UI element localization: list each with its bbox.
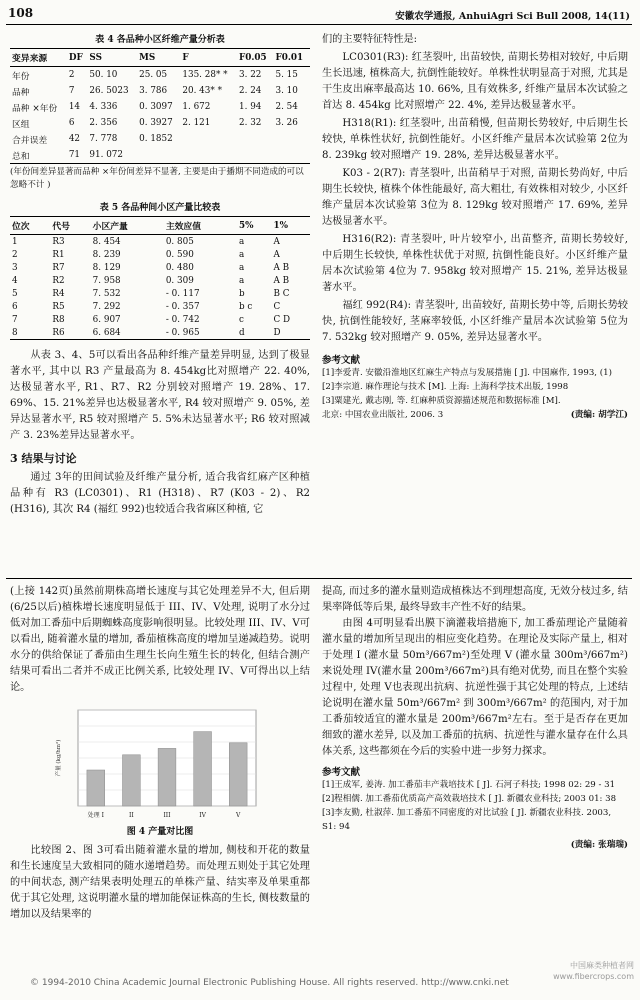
table4-cell: 2. 54 — [275, 102, 298, 112]
table4-cell: 5. 15 — [275, 70, 298, 80]
table4-row — [10, 99, 310, 115]
table5-header-cell: 位次 — [10, 217, 50, 235]
ref-top-1: [1]李爱青. 安徽沿淮地区红麻生产特点与发展措施 [ J]. 中国麻作, 1993, (1) — [322, 368, 612, 378]
table5-header-cell: 代号 — [50, 217, 90, 235]
table5-cell: 6. 684 — [91, 326, 164, 340]
comparison-para: 比较图 2、图 3可看出随着灌水量的增加, 侧枝和开花的数量和生长速度呈大致相同的随水递增趋势。而处理五则处于其它处理的中间状态, 测产结果表明处理五的单株产量、结实率及单果重都优于其它处理, 这说明灌水量的增加能保证株高的生长, 侧枝数量的增加以及结果率的 — [10, 845, 310, 920]
table5-cell: 2 — [12, 249, 18, 260]
table5-cell: D — [272, 326, 311, 340]
table4-row — [10, 147, 310, 164]
section3-heading: 3 结果与讨论 — [10, 452, 77, 465]
table4-cell: 年份 — [12, 71, 30, 82]
table4-cell: 2. 121 — [182, 118, 211, 128]
table4-header-cell: F0.05 — [237, 49, 273, 67]
table5-cell: A — [273, 249, 280, 260]
table4-header-cell: SS — [87, 49, 137, 67]
table4-caption: 表 4 各品种小区纤维产量分析表 — [95, 35, 225, 45]
table5-cell: b — [239, 288, 245, 299]
ref-top-2: [2]李宗道. 麻作理论与技术 [M]. 上海: 上海科学技术出版, 1998 — [322, 382, 569, 392]
refs-title-top: 参考文献 — [322, 355, 361, 366]
table5-row — [10, 287, 310, 300]
right-column-top — [322, 32, 632, 422]
chart-x-tick-label: IV — [199, 812, 206, 819]
continued-para: (上接 142页)虽然前期株高增长速度与其它处理差异不大, 但后期 (6/25以后)植株增长速度明显低于 III、IV、V处理, 说明了水分过低对加工番茄中后期蜘蛛高度影响很明显。比较处理 III、IV、V可以看出, 随着灌水量的增加, 番茄植株高度的增加呈递减趋势。说明水分的供给保证了番茄由生理生长向生殖生长的转化, 但结合测产结果可看出二者并不成正比例关系, 比较处理 IV、V可得出以上结论。 — [10, 586, 314, 693]
table4-cell: 42 — [68, 134, 81, 144]
table5-row — [10, 274, 310, 287]
table4-cell: 7. 778 — [89, 134, 118, 144]
table5-cell: - 0. 742 — [165, 314, 200, 325]
yield-chart-figure — [52, 704, 262, 822]
table5-cell: B C — [273, 288, 290, 299]
table4-cell: 135. 28* * — [182, 70, 228, 80]
chart-x-tick-label: 处理 I — [87, 812, 104, 819]
table4-cell: 20. 43* * — [182, 86, 222, 96]
table4-cell: 2. 32 — [239, 118, 262, 128]
table5-row — [10, 326, 310, 340]
table4-cell: 71 — [67, 147, 88, 164]
traits-intro: 们的主要特征特性是: — [322, 34, 418, 45]
table4-cell — [180, 131, 237, 147]
table4-cell: 2. 356 — [89, 118, 118, 128]
section3-para: 通过 3年的田间试验及纤维产量分析, 适合我省红麻产区种植品种有 R3 (LC0301)、R1 (H318)、R7 (K03 - 2)、R2 (H316), 其次 R4 (福红 992)也较适合我省麻区种植, 它 — [10, 472, 314, 515]
chart-bar — [87, 770, 105, 806]
table5 — [10, 216, 310, 340]
table5-cell: d — [237, 326, 272, 340]
table5-cell: a — [239, 262, 245, 273]
table4-cell: 3. 786 — [139, 86, 168, 96]
chart-x-tick-label: II — [129, 812, 134, 819]
table4-cell: 7 — [68, 86, 75, 96]
trait-h318: H318(R1): 红茎裂叶, 出苗稍慢, 但苗期长势较好, 中后期生长较快, 单株性状好, 抗倒性能好。小区纤维产量居本次试验第 2位为 8. 239kg 较对照增产 19. 28%, 差异达极显著水平。 — [322, 118, 632, 161]
table4-cell — [137, 147, 180, 164]
table4-cell: 0. 3927 — [139, 118, 173, 128]
table5-cell: R7 — [52, 262, 65, 273]
chart-bar — [229, 743, 247, 806]
table5-cell: A B — [273, 275, 290, 286]
trait-lc0301: LC0301(R3): 红茎裂叶, 出苗较快, 苗期长势相对较好, 中后期生长迅速, 植株高大, 抗倒性能较好。单株性状明显高于对照, 尤其是干生皮出麻率最高达 10. 66%, 且有效株多, 纤维产量居本次试验之首达 8. 454kg 比对照增产 22. 4%, 差异达极显著水平。 — [322, 52, 628, 111]
table5-cell: 3 — [12, 262, 18, 273]
watermark — [553, 960, 634, 982]
table5-cell: 0. 480 — [165, 262, 194, 273]
ref-bottom-2: [2]程相儒. 加工番茄优质高产高效栽培技术 [ J]. 新疆农业科技; 2003 01: 38 — [322, 794, 617, 804]
table5-header-cell: 小区产量 — [91, 217, 164, 235]
header-rule — [6, 24, 632, 25]
table4-cell: 总和 — [10, 147, 67, 164]
table5-cell: 0. 309 — [165, 275, 194, 286]
table4-cell: 区组 — [12, 119, 30, 130]
article-divider — [6, 578, 632, 579]
left-column-top — [10, 32, 314, 518]
table5-cell: 8. 239 — [92, 249, 121, 260]
ref-top-3-cont — [322, 408, 628, 422]
table5-row — [10, 248, 310, 261]
bottom-left-column — [10, 584, 314, 923]
table5-cell: 7. 958 — [92, 275, 121, 286]
table5-cell: R6 — [50, 326, 90, 340]
table4-cell: 1. 94 — [239, 102, 262, 112]
table5-cell: 6 — [12, 301, 18, 312]
table5-row — [10, 313, 310, 326]
table5-cell: - 0. 117 — [165, 288, 200, 299]
left-para-results: 从表 3、4、5可以看出各品种纤维产量差异明显, 达到了极显著水平, 其中以 R3 产量最高为 8. 454kg比对照增产 22. 40%, 达极显著水平, R1、R7、R2 分别较对照增产 19. 28%、17. 69%、15. 21%差异也达极显著水平, R4 较对照增产 9. 05%, 差异达显著水平, R5 较对照增产 5. 5%未达显著水平; R6 较对照减产 3. 23%差异达显著水平。 — [10, 350, 314, 441]
table5-row — [10, 261, 310, 274]
chart-x-tick-label: V — [236, 812, 241, 819]
table4-cell: 14 — [68, 102, 81, 112]
table5-cell: C — [273, 301, 281, 312]
table5-cell: A — [273, 236, 280, 247]
chart-bar — [194, 732, 212, 806]
table4-row — [10, 115, 310, 131]
trait-fuhong992: 福红 992(R4): 青茎裂叶, 出苗较好, 苗期长势中等, 后期长势较快, 抗倒性能较好, 茎麻率较低, 小区纤维产量居本次试验第 5位为 7. 532kg 较对照增产 9. 05%, 差异达显著水平。 — [322, 300, 632, 343]
table4-cell: 6 — [68, 118, 75, 128]
table4-header-cell: F0.01 — [273, 49, 310, 67]
conclusion-para2: 由图 4可明显看出膜下滴灌栽培措施下, 加工番茄理论产量随着灌水量的增加所呈现出的相应变化趋势。在理论及实际产量上, 相对于处理 I (灌水量 50m³/667m²)至处理 V (灌水量 300m³/667m²)来说处理 IV(灌水量 200m³/667m²)具有绝对优势, 而且在整个实验过程中, 处理 V也表现出抗病、抗逆性强于其它处理的特点, 上述结论说明在灌水量 50m³/667m² 到 300m³/667m² 的范围内, 对于加工番茄较适宜的灌水量是 200m³/667m²左右。至于是否存在更加细致的灌水差异, 以及加工番茄的抗病、抗逆性与灌水量存在什么具体关系, 这些都须在今后的实验中进一步努力探求。 — [322, 618, 628, 757]
table4-header-cell: F — [180, 49, 237, 67]
table5-header-cell: 主效应值 — [164, 217, 237, 235]
table4-note: (年份间差异显著而品种 ×年份间差异不显著, 主要是由于播期不同造成的可以忽略不计 ) — [10, 167, 304, 190]
table4-row — [10, 131, 310, 147]
table5-cell: 1 — [12, 236, 18, 247]
table4-cell: 0. 3097 — [139, 102, 173, 112]
table4-cell: 2. 24 — [239, 86, 262, 96]
trait-h316: H316(R2): 青茎裂叶, 叶片较窄小, 出苗整齐, 苗期长势较好, 中后期生长较快, 单株性状优于对照, 抗倒性能良好。小区纤维产量居本次试验第 4位为 7. 958kg 较对照增产 15. 21%, 差异达极显著水平。 — [322, 234, 632, 293]
yield-bar-chart — [52, 704, 262, 822]
editor-bottom: (责编: 张瑞瑞) — [570, 840, 628, 850]
table5-cell: R2 — [52, 275, 65, 286]
table5-row — [10, 235, 310, 249]
table4-cell: 4. 336 — [89, 102, 118, 112]
table5-cell: R3 — [52, 236, 65, 247]
chart-y-axis-label: 产量 (kg/hm²) — [56, 739, 62, 777]
table5-cell: C D — [273, 314, 291, 325]
table5-cell: a — [239, 236, 245, 247]
table4-header-cell: MS — [137, 49, 180, 67]
table4-cell — [237, 131, 273, 147]
table4-cell: 合并误差 — [12, 135, 48, 146]
ref-bottom-3: [3]李友勤, 杜淑萍. 加工番茄不同密度的对比试验 [ J]. 新疆农业科技. 2003, S1: 94 — [322, 808, 612, 832]
table5-cell: 8 — [10, 326, 50, 340]
trait-k03-2: K03 - 2(R7): 青茎裂叶, 出苗稍早于对照, 苗期长势尚好, 中后期生长较快, 植株个体性能最好, 高大粗壮, 有效株相对较少, 小区纤维产量居本次试验第 3位为 8. 129kg 较对照增产 17. 69%, 差异达极显著水平。 — [322, 168, 628, 227]
table4-cell: 26. 5023 — [89, 86, 129, 96]
table5-cell: 8. 129 — [92, 262, 121, 273]
table4-cell: 50. 10 — [89, 70, 118, 80]
table5-cell: R8 — [52, 314, 65, 325]
table5-cell: R5 — [52, 301, 65, 312]
conclusion-para1: 提高, 而过多的灌水量则造成植株达不到理想高度, 无效分枝过多, 结果率降低等后果, 最终导致丰产性不好的结果。 — [322, 586, 628, 613]
ref-top-3-line2: 北京: 中国农业出版社, 2006. 3 — [322, 410, 444, 420]
chart-bar — [158, 748, 176, 806]
page-number: 108 — [8, 6, 34, 20]
table5-cell: 7. 532 — [92, 288, 121, 299]
table4-cell: 品种 — [12, 87, 30, 98]
table4-cell: 1. 672 — [182, 102, 211, 112]
table4-cell: 2 — [68, 70, 75, 80]
ref-top-3: [3]粟建光, 戴志刚, 等. 红麻种质资源描述规范和数据标准 [M]. — [322, 396, 561, 406]
watermark-line2: www.fibercrops.com — [553, 972, 634, 981]
table5-cell: R1 — [52, 249, 65, 260]
table5-header-cell: 5% — [237, 217, 272, 235]
table5-cell: 7 — [12, 314, 18, 325]
table4-row — [10, 83, 310, 99]
table4-cell: 品种 ×年份 — [12, 103, 58, 114]
table5-cell: 0. 805 — [165, 236, 194, 247]
table5-cell: 0. 590 — [165, 249, 194, 260]
table5-cell: c — [239, 314, 244, 325]
table5-cell: 7. 292 — [92, 301, 121, 312]
ref-bottom-1: [1]王成军, 姜涛. 加工番茄丰产栽培技术 [ J]. 石河子科技; 1998 02: 29 - 31 — [322, 780, 616, 790]
chart-x-tick-label: III — [163, 812, 171, 819]
journal-header: 安徽农学通报, AnhuiAgri Sci Bull 2008, 14(11) — [395, 11, 630, 22]
table5-cell: a — [239, 275, 245, 286]
table4-cell: 25. 05 — [139, 70, 168, 80]
table5-cell: b c — [239, 301, 253, 312]
table4-header-cell: 变异来源 — [10, 49, 67, 67]
copyright-footer: © 1994-2010 China Academic Journal Electronic Publishing House. All rights reserved. http://www.cnki.net — [30, 978, 509, 988]
table5-cell: 5 — [12, 288, 18, 299]
table5-cell: a — [239, 249, 245, 260]
table4-header-cell: DF — [67, 49, 88, 67]
table4-row — [10, 67, 310, 84]
table4-cell — [180, 147, 237, 164]
table5-header-cell: 1% — [272, 217, 311, 235]
table4-cell — [273, 131, 310, 147]
table5-row — [10, 300, 310, 313]
table4-cell: 91. 072 — [87, 147, 137, 164]
table4-cell: 0. 1852 — [139, 134, 173, 144]
table4-cell — [237, 147, 273, 164]
watermark-line1: 中国麻类种植者网 — [570, 961, 634, 970]
table5-cell: A B — [273, 262, 290, 273]
bottom-right-column — [322, 584, 628, 852]
chart-bar — [123, 755, 141, 806]
table5-cell: 8. 454 — [92, 236, 121, 247]
table4-cell: 3. 22 — [239, 70, 262, 80]
table5-cell: - 0. 965 — [164, 326, 237, 340]
figure4-caption: 图 4 产量对比图 — [126, 827, 194, 837]
table4-cell: 3. 10 — [275, 86, 298, 96]
refs-title-bottom: 参考文献 — [322, 767, 361, 778]
table5-cell: 4 — [12, 275, 18, 286]
table4 — [10, 48, 310, 164]
table4-cell: 3. 26 — [275, 118, 298, 128]
editor-top: (责编: 胡学江) — [570, 410, 628, 420]
table4-cell — [273, 147, 310, 164]
table5-caption: 表 5 各品种间小区产量比较表 — [99, 203, 221, 213]
table5-cell: R4 — [52, 288, 65, 299]
table5-cell: - 0. 357 — [165, 301, 200, 312]
table5-cell: 6. 907 — [92, 314, 121, 325]
